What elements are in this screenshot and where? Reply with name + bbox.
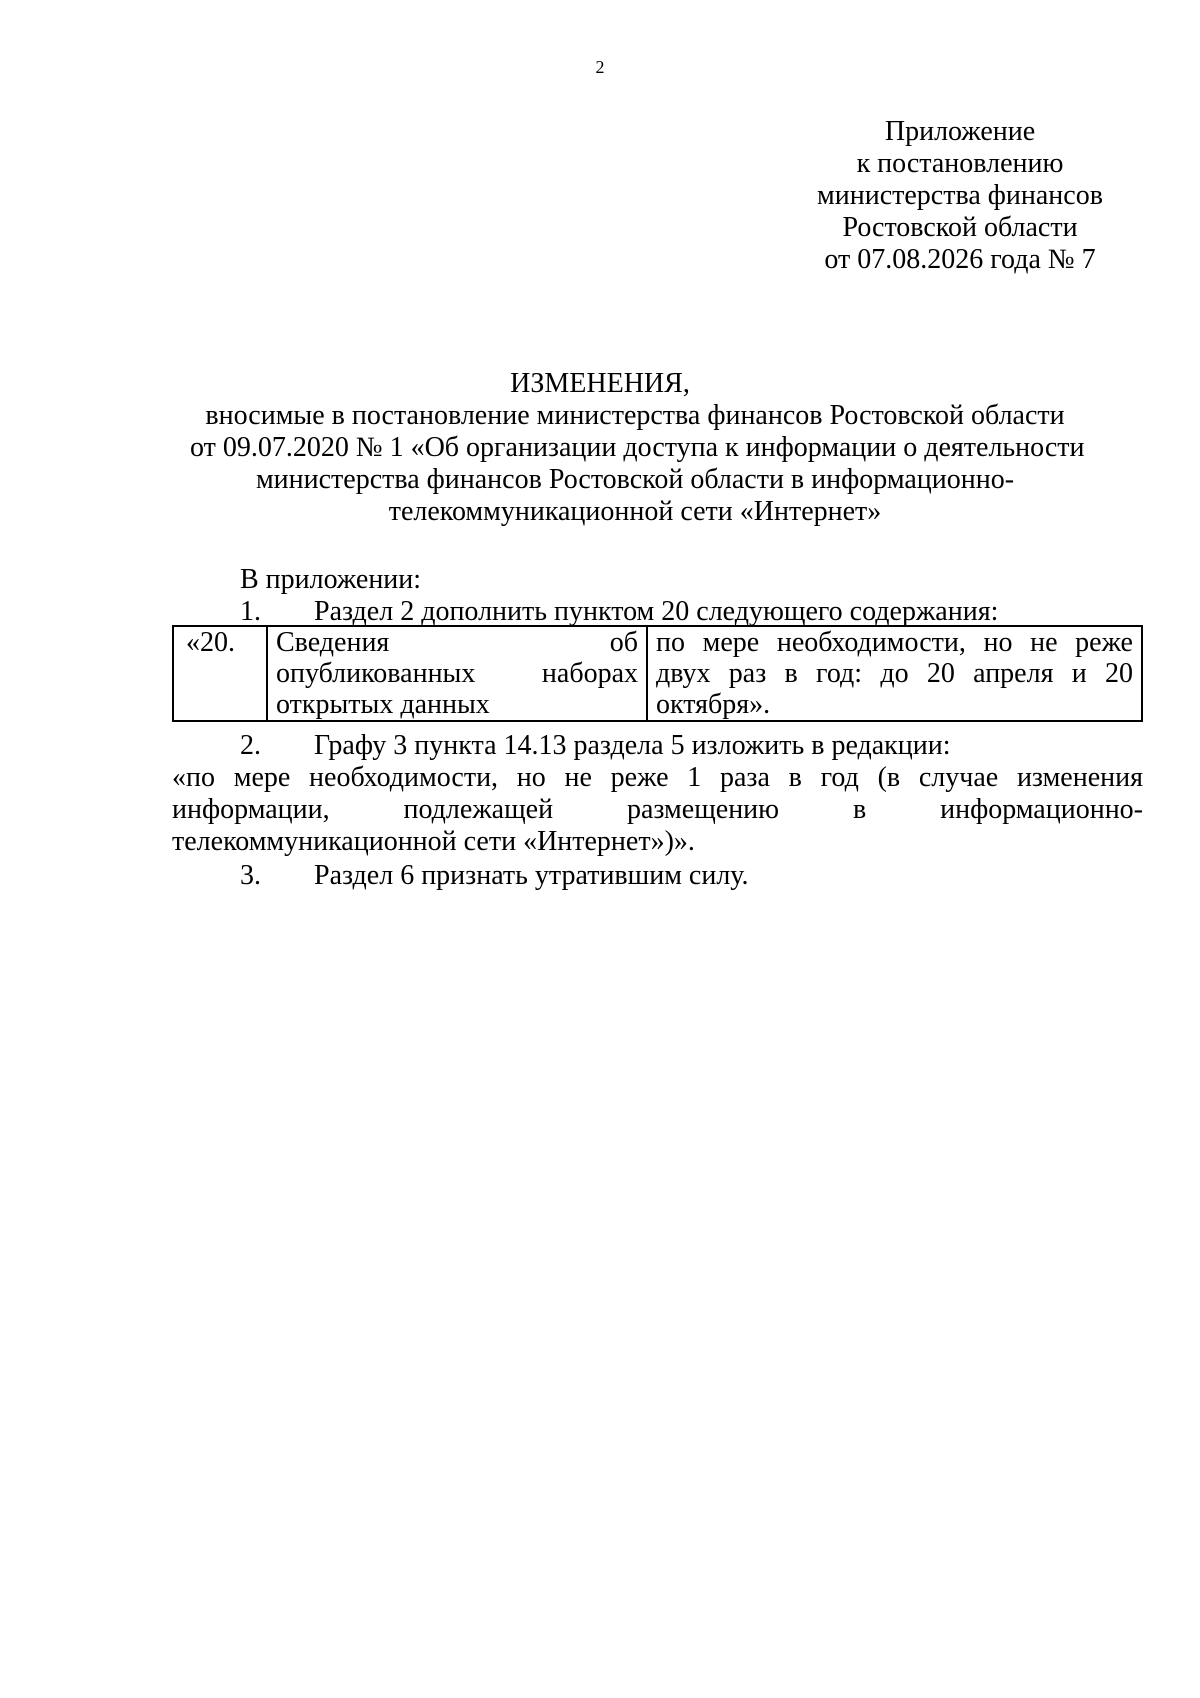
table-cell-number [173,626,267,721]
list-item-3 [240,860,749,892]
cell-line: октября». [656,689,771,720]
list-item-number: 2. [240,730,261,761]
table-cell-deadline [647,626,1142,721]
list-item-text: Графу 3 пункта 14.13 раздела 5 изложить в редакции: [314,730,951,761]
item-2-body [172,762,1143,858]
cell-line: Сведения об [276,627,638,658]
cell-line: открытых данных [276,689,490,720]
appendix-line: к постановлению [856,148,1064,179]
subtitle-line: министерства финансов Ростовской области в информационно- [255,464,1015,495]
cell-line: опубликованных наборах [276,658,638,689]
appendix-line: министерства финансов [817,180,1103,211]
appendix-header [810,116,1110,276]
table-row [173,626,1142,721]
body-line: телекоммуникационной сети «Интернет»)». [172,826,695,857]
document-subtitle [190,400,1085,528]
table-cell-description [267,626,647,721]
body-line: «по мере необходимости, но не реже 1 раза в год (в случае изменения [172,762,1143,793]
inserted-item-table [172,625,1143,722]
list-item-text: Раздел 6 признать утратившим силу. [314,860,749,891]
body-line: информации, подлежащей размещению в информационно- [172,794,1143,825]
appendix-line: от 07.08.2026 года № 7 [824,244,1096,275]
page-number: 2 [595,57,605,77]
list-item-2 [240,730,951,762]
appendix-line: Ростовской области [842,212,1078,243]
list-item-text: Раздел 2 дополнить пунктом 20 следующего содержания: [314,596,999,627]
list-item-1 [240,596,1140,628]
document-title: ИЗМЕНЕНИЯ, [510,368,690,399]
subtitle-line: вносимые в постановление министерства финансов Ростовской области [205,400,1065,431]
cell-line: двух раз в год: до 20 апреля и 20 [656,658,1133,689]
appendix-line: Приложение [884,116,1036,147]
intro-text: В приложении: [240,564,422,595]
subtitle-line: телекоммуникационной сети «Интернет» [388,496,882,527]
cell-text: «20. [186,627,235,658]
list-item-number: 1. [240,596,261,627]
cell-line: по мере необходимости, но не реже [656,627,1133,658]
list-item-number: 3. [240,860,261,891]
subtitle-line: от 09.07.2020 № 1 «Об организации доступа к информации о деятельности [190,432,1085,463]
